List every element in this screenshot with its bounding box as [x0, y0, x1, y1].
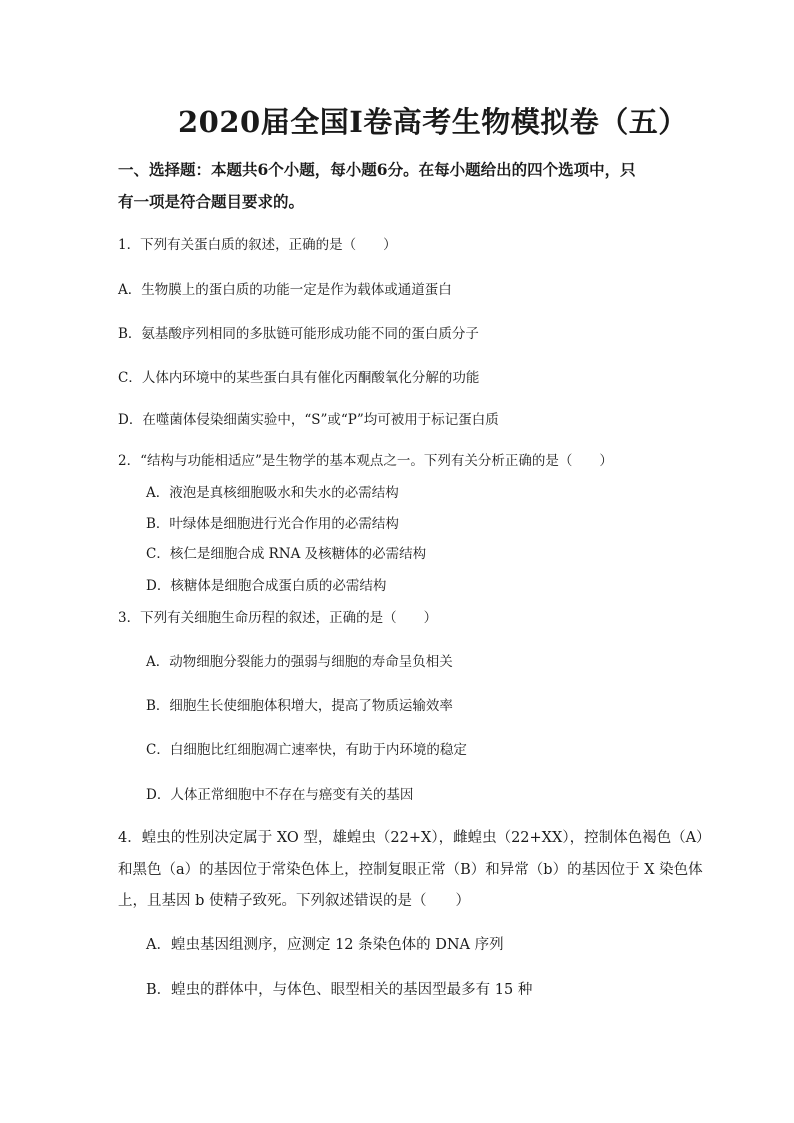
- option-b: B．蝗虫的群体中，与体色、眼型相关的基因型最多有 15 种: [146, 982, 533, 998]
- option-a: A．液泡是真核细胞吸水和失水的必需结构: [146, 485, 399, 501]
- section-heading-line-1: 一、选择题：本题共6个小题，每小题6分。在每小题给出的四个选项中，只: [118, 160, 636, 179]
- option-c: C．白细胞比红细胞凋亡速率快，有助于内环境的稳定: [146, 742, 467, 758]
- page-title: 2020届全国I卷高考生物模拟卷（五）: [178, 105, 688, 139]
- option-b: B．叶绿体是细胞进行光合作用的必需结构: [146, 516, 399, 532]
- question-stem: 1．下列有关蛋白质的叙述，正确的是（ ）: [118, 237, 397, 253]
- option-d: D．核糖体是细胞合成蛋白质的必需结构: [146, 578, 387, 594]
- option-a: A．生物膜上的蛋白质的功能一定是作为载体或通道蛋白: [118, 282, 452, 298]
- question-stem: 3．下列有关细胞生命历程的叙述，正确的是（ ）: [118, 610, 438, 626]
- option-b: B．氨基酸序列相同的多肽链可能形成功能不同的蛋白质分子: [118, 326, 479, 342]
- option-d: D．人体正常细胞中不存在与癌变有关的基因: [146, 787, 414, 803]
- question-stem-line-1: 4．蝗虫的性别决定属于 XO 型，雄蝗虫（22+X），雌蝗虫（22+XX），控制体色褐色（A）: [118, 830, 711, 846]
- option-d: D．在噬菌体侵染细菌实验中，“S”或“P”均可被用于标记蛋白质: [118, 412, 499, 428]
- option-a: A．蝗虫基因组测序，应测定 12 条染色体的 DNA 序列: [146, 937, 504, 953]
- section-heading-line-2: 有一项是符合题目要求的。: [118, 192, 305, 211]
- option-c: C．核仁是细胞合成 RNA 及核糖体的必需结构: [146, 546, 427, 562]
- option-a: A．动物细胞分裂能力的强弱与细胞的寿命呈负相关: [146, 654, 453, 670]
- option-b: B．细胞生长使细胞体积增大，提高了物质运输效率: [146, 698, 453, 714]
- question-stem: 2．“结构与功能相适应”是生物学的基本观点之一。下列有关分析正确的是（ ）: [118, 453, 613, 469]
- question-stem-line-2: 和黑色（a）的基因位于常染色体上，控制复眼正常（B）和异常（b）的基因位于 X 染色体: [118, 862, 703, 878]
- question-stem-line-3: 上，且基因 b 使精子致死。下列叙述错误的是（ ）: [118, 893, 470, 909]
- option-c: C．人体内环境中的某些蛋白具有催化丙酮酸氧化分解的功能: [118, 370, 480, 386]
